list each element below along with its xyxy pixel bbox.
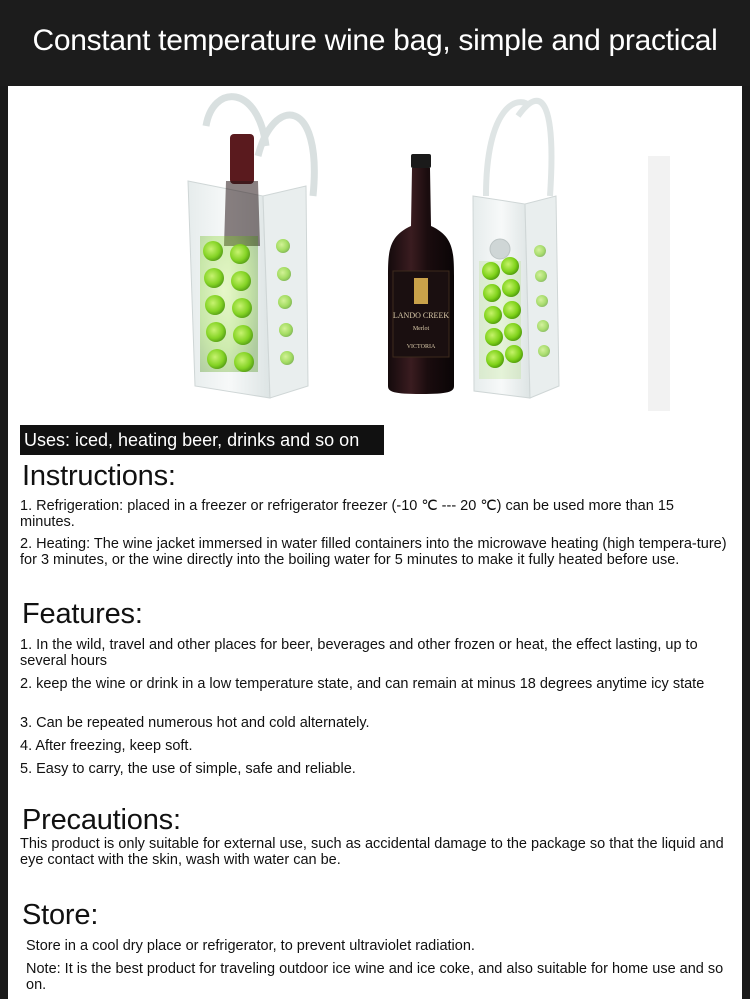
features-item-1: 1. In the wild, travel and other places for beer, beverages and other frozen or heat, the effect lasting, up to several hours — [20, 637, 698, 669]
store-note: Note: It is the best product for traveling outdoor ice wine and ice coke, and also suitable for home use and so on. — [26, 961, 724, 993]
features-title: Features: — [22, 598, 143, 630]
instructions-item-2: 2. Heating: The wine jacket immersed in water filled containers into the microwave heating (high tempera-ture) for 3 minutes, or the wine directly into the boiling water for 5 minutes to make it fully heated before use. — [20, 536, 727, 568]
instructions-title: Instructions: — [22, 460, 176, 492]
product-photo — [8, 86, 742, 416]
features-item-2: 2. keep the wine or drink in a low temperature state, and can remain at minus 18 degrees anytime icy state — [20, 676, 705, 692]
background-shadow — [648, 156, 670, 411]
features-item-4: 4. After freezing, keep soft. — [20, 738, 193, 754]
store-text: Store in a cool dry place or refrigerator, to prevent ultraviolet radiation. — [26, 938, 475, 954]
store-title: Store: — [22, 899, 99, 931]
features-item-5: 5. Easy to carry, the use of simple, safe and reliable. — [20, 761, 356, 777]
uses-banner: Uses: iced, heating beer, drinks and so on — [20, 425, 384, 455]
features-item-3: 3. Can be repeated numerous hot and cold alternately. — [20, 715, 370, 731]
bottle-label-region: VICTORIA — [406, 344, 436, 350]
right-wine-bag — [473, 101, 559, 398]
bottle-label-variety: Merlot — [412, 326, 430, 332]
instructions-item-1: 1. Refrigeration: placed in a freezer or refrigerator freezer (-10 ℃ --- 20 ℃) can be used more than 15 minutes. — [20, 498, 674, 530]
precautions-title: Precautions: — [22, 804, 181, 836]
page-title: Constant temperature wine bag, simple and practical — [32, 24, 718, 57]
wine-bottle — [388, 154, 454, 394]
header-bar — [0, 0, 750, 86]
content-panel — [8, 86, 742, 999]
precautions-text: This product is only suitable for external use, such as accidental damage to the package so that the liquid and eye contact with the skin, wash with water can be. — [20, 836, 724, 868]
bottle-label-brand: LANDO CREEK — [392, 311, 450, 320]
left-wine-bag — [188, 97, 314, 398]
